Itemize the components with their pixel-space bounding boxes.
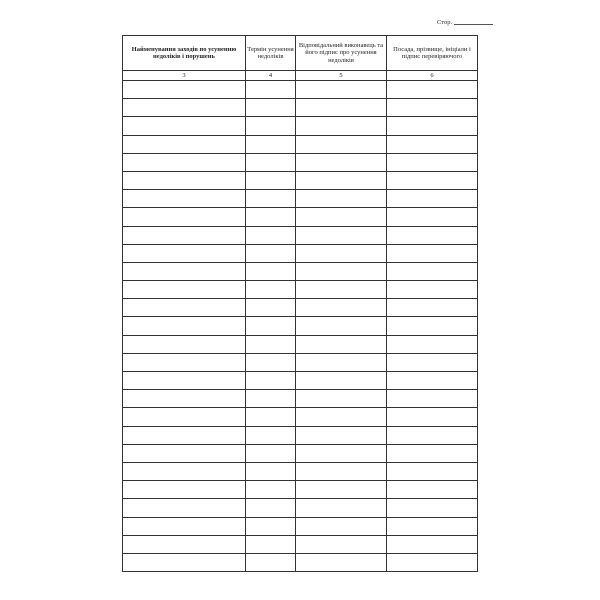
table-row — [123, 135, 478, 153]
table-row — [123, 99, 478, 117]
table-row — [123, 208, 478, 226]
inspector-cell[interactable] — [387, 353, 478, 371]
deadline-cell[interactable] — [246, 408, 296, 426]
table-row — [123, 190, 478, 208]
inspector-cell[interactable] — [387, 372, 478, 390]
measures-cell[interactable] — [123, 81, 246, 99]
executor-cell[interactable] — [296, 517, 387, 535]
inspector-cell[interactable] — [387, 244, 478, 262]
inspector-cell[interactable] — [387, 481, 478, 499]
table-row — [123, 553, 478, 571]
table-row — [123, 535, 478, 553]
inspector-cell[interactable] — [387, 462, 478, 480]
executor-cell[interactable] — [296, 408, 387, 426]
deadline-cell[interactable] — [246, 517, 296, 535]
inspector-cell[interactable] — [387, 226, 478, 244]
measures-cell[interactable] — [123, 426, 246, 444]
deadline-cell[interactable] — [246, 190, 296, 208]
deadline-cell[interactable] — [246, 171, 296, 189]
deadline-cell[interactable] — [246, 335, 296, 353]
executor-cell[interactable] — [296, 171, 387, 189]
deadline-cell[interactable] — [246, 226, 296, 244]
column-header-executor: Відповідальний виконавець та його підпис про усунення недоліків — [296, 36, 387, 71]
deadline-cell[interactable] — [246, 444, 296, 462]
deadline-cell[interactable] — [246, 262, 296, 280]
measures-cell[interactable] — [123, 499, 246, 517]
deadline-cell[interactable] — [246, 81, 296, 99]
executor-cell[interactable] — [296, 353, 387, 371]
measures-cell[interactable] — [123, 153, 246, 171]
executor-cell[interactable] — [296, 99, 387, 117]
measures-cell[interactable] — [123, 244, 246, 262]
table-row — [123, 171, 478, 189]
table-row — [123, 281, 478, 299]
measures-cell[interactable] — [123, 517, 246, 535]
executor-cell[interactable] — [296, 462, 387, 480]
inspector-cell[interactable] — [387, 553, 478, 571]
table-row — [123, 390, 478, 408]
measures-cell[interactable] — [123, 281, 246, 299]
table-row — [123, 499, 478, 517]
table-row — [123, 372, 478, 390]
executor-cell[interactable] — [296, 535, 387, 553]
table-row — [123, 262, 478, 280]
page-number-text: Стор. — [437, 19, 453, 26]
table-row — [123, 299, 478, 317]
executor-cell[interactable] — [296, 226, 387, 244]
inspector-cell[interactable] — [387, 299, 478, 317]
inspector-cell[interactable] — [387, 117, 478, 135]
executor-cell[interactable] — [296, 372, 387, 390]
journal-table — [122, 35, 478, 572]
table-row — [123, 81, 478, 99]
executor-cell[interactable] — [296, 335, 387, 353]
measures-cell[interactable] — [123, 390, 246, 408]
measures-cell[interactable] — [123, 99, 246, 117]
measures-cell[interactable] — [123, 553, 246, 571]
executor-cell[interactable] — [296, 499, 387, 517]
inspector-cell[interactable] — [387, 335, 478, 353]
header-row — [123, 36, 478, 71]
inspector-cell[interactable] — [387, 281, 478, 299]
measures-cell[interactable] — [123, 135, 246, 153]
inspector-cell[interactable] — [387, 99, 478, 117]
table-row — [123, 244, 478, 262]
column-header-deadline: Термін усунення недоліків — [246, 36, 296, 71]
table-row — [123, 153, 478, 171]
measures-cell[interactable] — [123, 117, 246, 135]
deadline-cell[interactable] — [246, 208, 296, 226]
inspector-cell[interactable] — [387, 208, 478, 226]
inspector-cell[interactable] — [387, 408, 478, 426]
table-row — [123, 353, 478, 371]
column-number-row — [123, 71, 478, 81]
measures-cell[interactable] — [123, 208, 246, 226]
inspector-cell[interactable] — [387, 262, 478, 280]
column-header-inspector: Посада, прізвище, ініціали і підпис перевіряючого — [387, 36, 478, 71]
column-number: 3 — [123, 71, 246, 81]
measures-cell[interactable] — [123, 226, 246, 244]
measures-cell[interactable] — [123, 190, 246, 208]
measures-cell[interactable] — [123, 171, 246, 189]
executor-cell[interactable] — [296, 153, 387, 171]
deadline-cell[interactable] — [246, 281, 296, 299]
measures-cell[interactable] — [123, 317, 246, 335]
measures-cell[interactable] — [123, 335, 246, 353]
deadline-cell[interactable] — [246, 372, 296, 390]
executor-cell[interactable] — [296, 208, 387, 226]
deadline-cell[interactable] — [246, 299, 296, 317]
inspector-cell[interactable] — [387, 426, 478, 444]
table-row — [123, 408, 478, 426]
executor-cell[interactable] — [296, 281, 387, 299]
executor-cell[interactable] — [296, 190, 387, 208]
executor-cell[interactable] — [296, 426, 387, 444]
deadline-cell[interactable] — [246, 244, 296, 262]
executor-cell[interactable] — [296, 390, 387, 408]
inspector-cell[interactable] — [387, 535, 478, 553]
executor-cell[interactable] — [296, 553, 387, 571]
measures-cell[interactable] — [123, 353, 246, 371]
deadline-cell[interactable] — [246, 462, 296, 480]
table-row — [123, 517, 478, 535]
deadline-cell[interactable] — [246, 135, 296, 153]
inspector-cell[interactable] — [387, 171, 478, 189]
measures-cell[interactable] — [123, 462, 246, 480]
deadline-cell[interactable] — [246, 353, 296, 371]
table-row — [123, 317, 478, 335]
executor-cell[interactable] — [296, 262, 387, 280]
inspector-cell[interactable] — [387, 444, 478, 462]
measures-cell[interactable] — [123, 444, 246, 462]
column-header-measures: Найменування заходів по усуненню недоліків і порушень — [123, 36, 246, 71]
deadline-cell[interactable] — [246, 481, 296, 499]
inspector-cell[interactable] — [387, 81, 478, 99]
column-number: 6 — [387, 71, 478, 81]
executor-cell[interactable] — [296, 117, 387, 135]
deadline-cell[interactable] — [246, 426, 296, 444]
page-number-blank[interactable] — [454, 24, 493, 25]
measures-cell[interactable] — [123, 372, 246, 390]
measures-cell[interactable] — [123, 299, 246, 317]
inspector-cell[interactable] — [387, 135, 478, 153]
deadline-cell[interactable] — [246, 117, 296, 135]
executor-cell[interactable] — [296, 481, 387, 499]
inspector-cell[interactable] — [387, 390, 478, 408]
table-row — [123, 462, 478, 480]
executor-cell[interactable] — [296, 317, 387, 335]
deadline-cell[interactable] — [246, 99, 296, 117]
deadline-cell[interactable] — [246, 317, 296, 335]
executor-cell[interactable] — [296, 299, 387, 317]
measures-cell[interactable] — [123, 408, 246, 426]
column-number: 4 — [246, 71, 296, 81]
executor-cell[interactable] — [296, 244, 387, 262]
table-row — [123, 481, 478, 499]
inspector-cell[interactable] — [387, 517, 478, 535]
deadline-cell[interactable] — [246, 153, 296, 171]
column-number: 5 — [296, 71, 387, 81]
inspector-cell[interactable] — [387, 153, 478, 171]
executor-cell[interactable] — [296, 81, 387, 99]
page-number-label — [437, 19, 493, 26]
table-row — [123, 426, 478, 444]
table-row — [123, 335, 478, 353]
table-body — [123, 81, 478, 572]
measures-cell[interactable] — [123, 535, 246, 553]
deadline-cell[interactable] — [246, 390, 296, 408]
deadline-cell[interactable] — [246, 499, 296, 517]
deadline-cell[interactable] — [246, 535, 296, 553]
table-row — [123, 117, 478, 135]
inspector-cell[interactable] — [387, 499, 478, 517]
table-row — [123, 226, 478, 244]
measures-cell[interactable] — [123, 262, 246, 280]
executor-cell[interactable] — [296, 135, 387, 153]
table-row — [123, 444, 478, 462]
inspector-cell[interactable] — [387, 317, 478, 335]
inspector-cell[interactable] — [387, 190, 478, 208]
measures-cell[interactable] — [123, 481, 246, 499]
executor-cell[interactable] — [296, 444, 387, 462]
deadline-cell[interactable] — [246, 553, 296, 571]
